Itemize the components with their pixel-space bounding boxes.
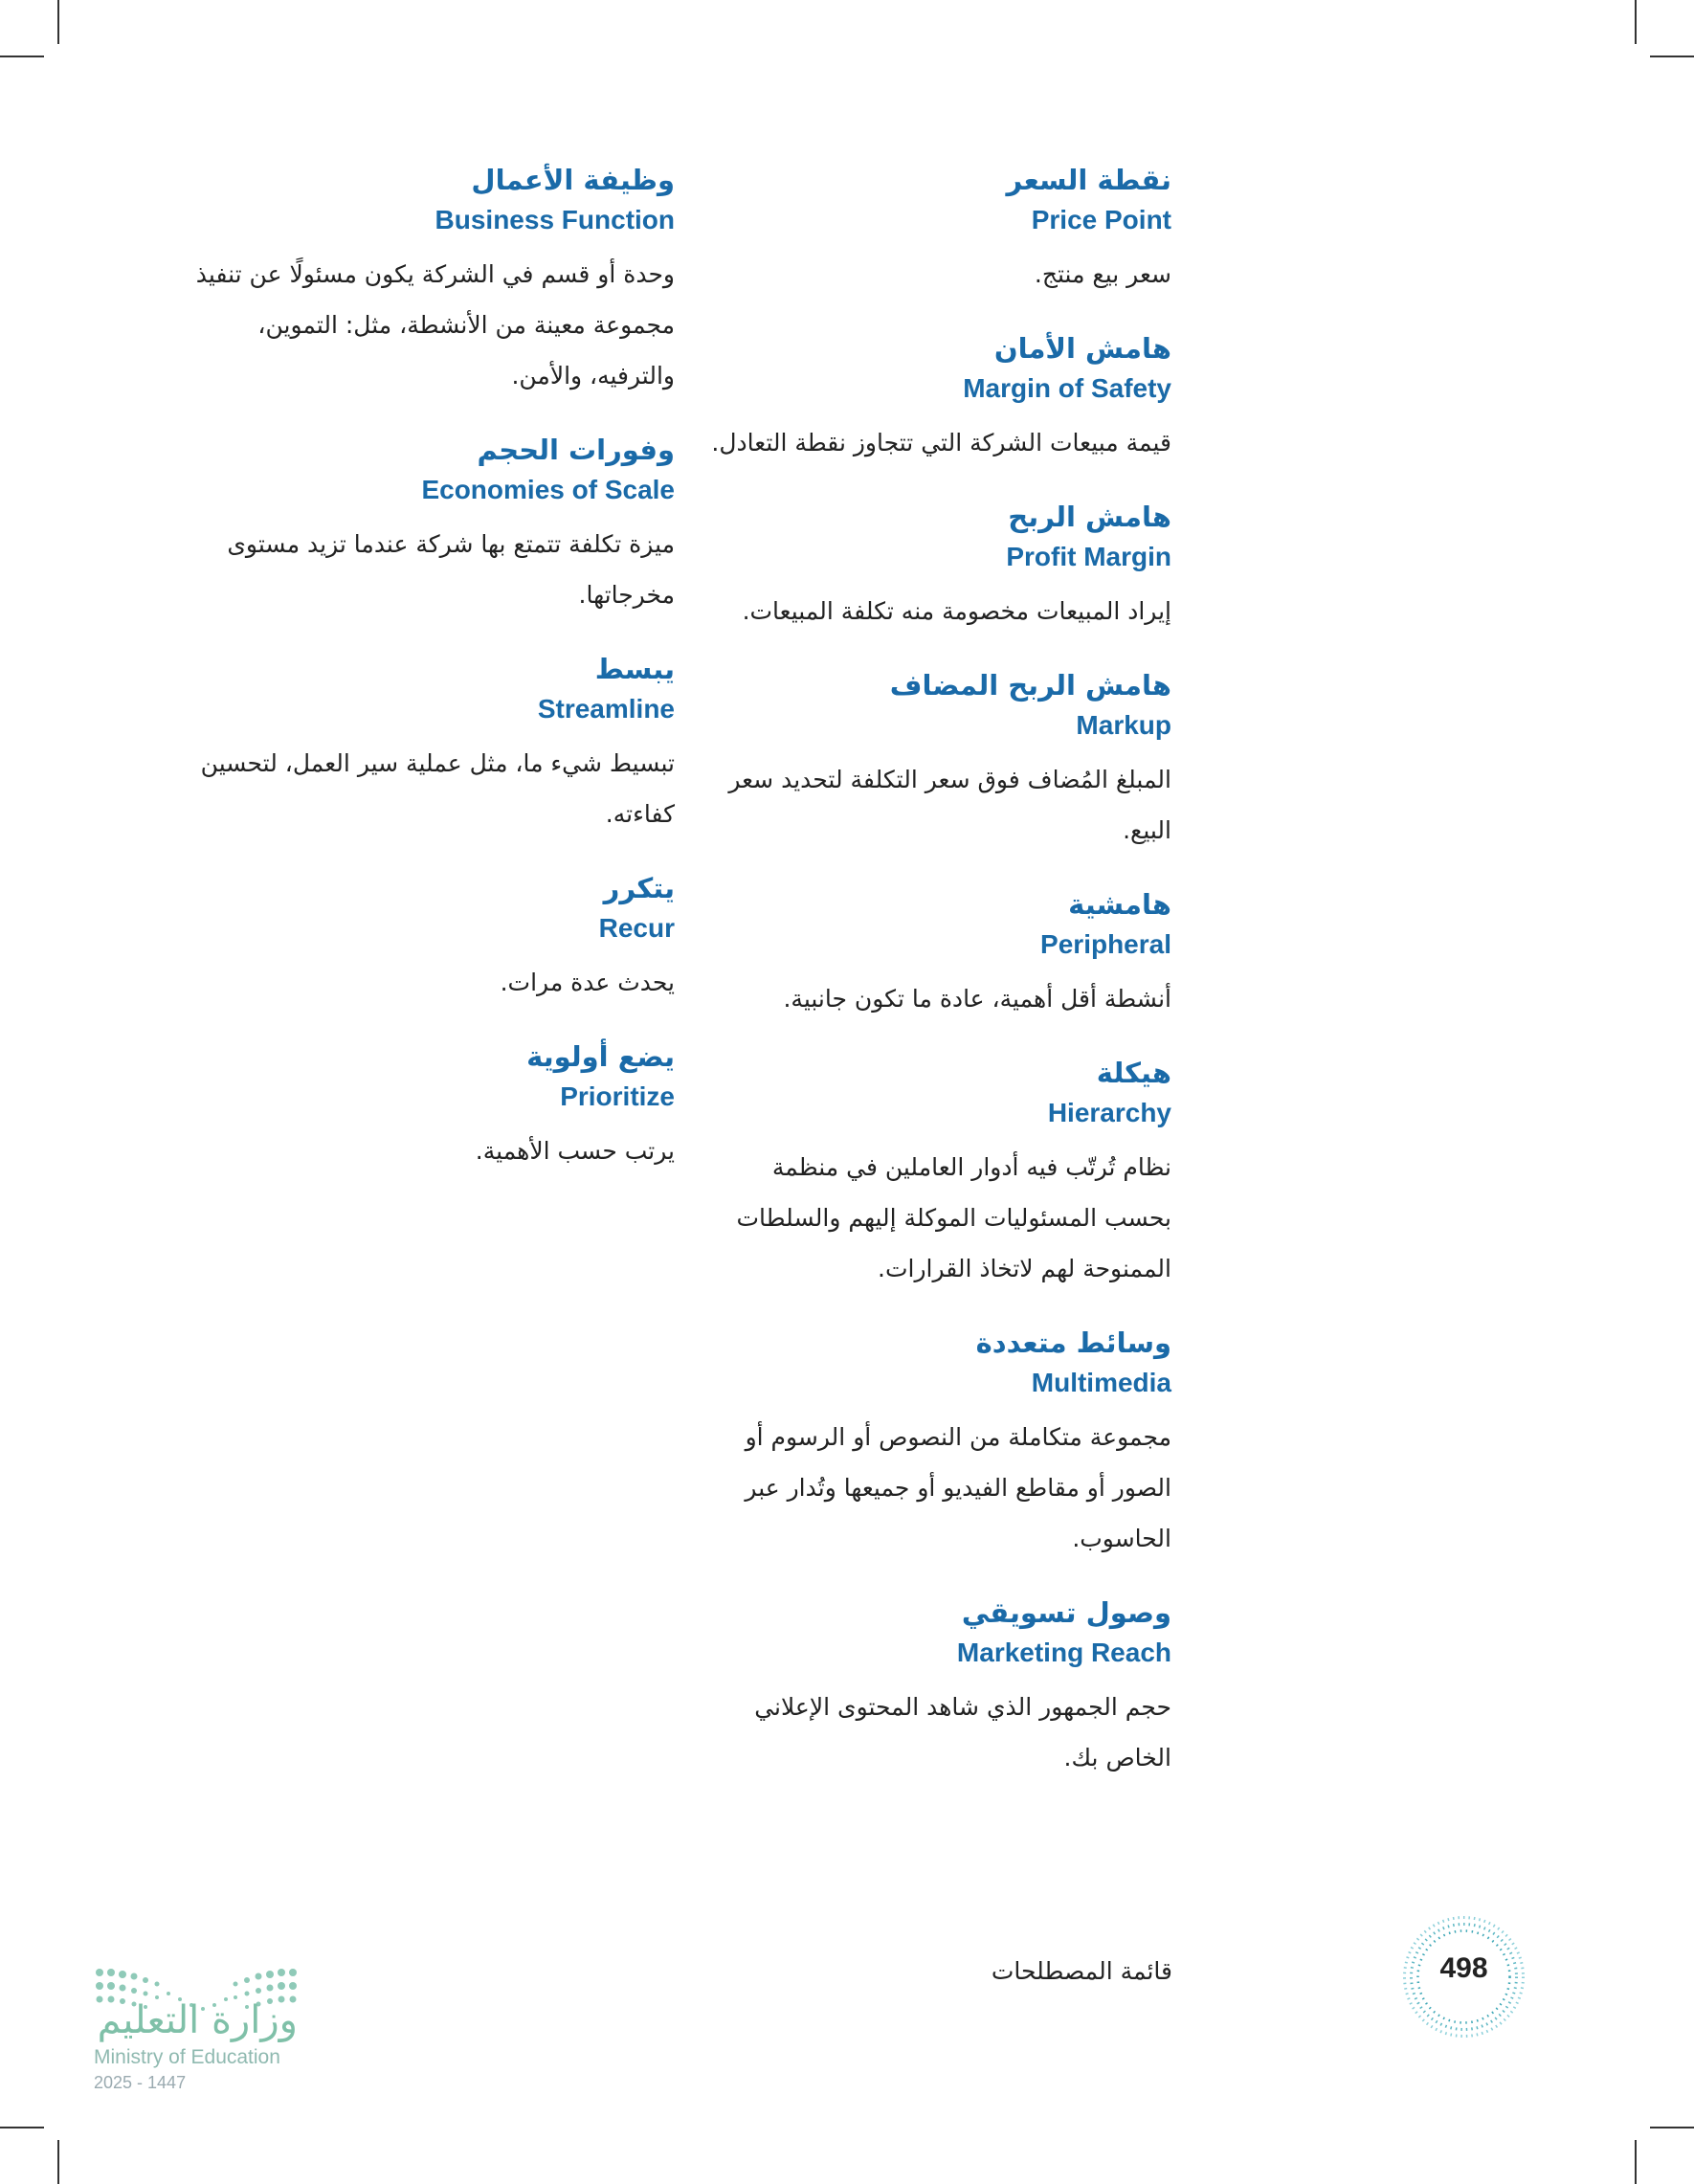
glossary-entry <box>699 1593 1171 1783</box>
term-arabic: نقطة السعر <box>1006 164 1171 196</box>
term-arabic: هامش الأمان <box>993 332 1171 365</box>
crop-mark <box>0 56 44 57</box>
term-definition: نظام تُرتّب فيه أدوار العاملين في منظمة بحسب المسئوليات الموكلة إليهم والسلطات الممنوحة لهم لاتخاذ القرارات. <box>736 1153 1171 1282</box>
term-definition: المبلغ المُضاف فوق سعر التكلفة لتحديد سعر البيع. <box>728 766 1171 844</box>
term-definition: سعر بيع منتج. <box>1034 260 1171 288</box>
term-arabic: يضع أولوية <box>526 1040 675 1073</box>
logo-arabic-text: وزارة التعليم <box>97 1998 298 2042</box>
term-english: Streamline <box>537 694 675 724</box>
term-definition: مجموعة متكاملة من النصوص أو الرسوم أو الصور أو مقاطع الفيديو أو جميعها وتُدار عبر الحاسوب. <box>745 1423 1171 1552</box>
term-definition: تبسيط شيء ما، مثل عملية سير العمل، لتحسين كفاءته. <box>200 749 675 828</box>
term-english: Price Point <box>1031 205 1171 234</box>
term-english: Profit Margin <box>1006 542 1171 571</box>
term-arabic: وصول تسويقي <box>961 1596 1171 1629</box>
term-arabic: وظيفة الأعمال <box>471 164 675 196</box>
term-arabic: يبسط <box>594 653 675 685</box>
logo-english-text: Ministry of Education <box>94 2046 280 2068</box>
term-definition: قيمة مبيعات الشركة التي تتجاوز نقطة التعادل. <box>711 429 1171 457</box>
term-english: Markup <box>1076 710 1171 740</box>
glossary-entry <box>191 431 675 620</box>
term-arabic: يتكرر <box>603 872 675 904</box>
term-definition: إيراد المبيعات مخصومة منه تكلفة المبيعات. <box>742 597 1171 625</box>
term-english: Prioritize <box>560 1081 675 1111</box>
term-english: Recur <box>598 913 675 943</box>
glossary-entry <box>699 666 1171 856</box>
crop-mark <box>1650 2127 1694 2128</box>
glossary-entry <box>191 1037 675 1176</box>
crop-mark <box>1635 0 1637 44</box>
glossary-entry <box>699 885 1171 1024</box>
term-arabic: هامشية <box>1068 888 1171 921</box>
term-arabic: وسائط متعددة <box>975 1326 1171 1359</box>
crop-mark <box>1650 56 1694 57</box>
term-arabic: هيكلة <box>1096 1057 1171 1089</box>
crop-mark <box>57 2140 59 2184</box>
glossary-entry <box>191 650 675 839</box>
term-arabic: هامش الربح <box>1008 501 1171 533</box>
term-arabic: هامش الربح المضاف <box>889 669 1171 702</box>
glossary-entry <box>191 869 675 1008</box>
term-english: Economies of Scale <box>421 475 675 504</box>
term-english: Marketing Reach <box>956 1638 1171 1667</box>
term-definition: يرتب حسب الأهمية. <box>475 1137 675 1165</box>
glossary-entry <box>191 161 675 401</box>
term-definition: حجم الجمهور الذي شاهد المحتوى الإعلاني الخاص بك. <box>754 1693 1171 1772</box>
glossary-column-right <box>699 161 1171 1813</box>
term-english: Business Function <box>435 205 675 234</box>
term-arabic: وفورات الحجم <box>477 434 675 466</box>
glossary-entry <box>699 498 1171 636</box>
page-number: 498 <box>1439 1952 1488 1984</box>
glossary-entry <box>699 1054 1171 1294</box>
glossary-entry <box>699 161 1171 300</box>
crop-mark <box>1635 2140 1637 2184</box>
glossary-entry <box>699 329 1171 468</box>
term-definition: وحدة أو قسم في الشركة يكون مسئولًا عن تنفيذ مجموعة معينة من الأنشطة، مثل: التموين، والترفيه، والأمن. <box>195 260 675 390</box>
term-definition: ميزة تكلفة تتمتع بها شركة عندما تزيد مستوى مخرجاتها. <box>227 530 675 609</box>
section-title: قائمة المصطلحات <box>991 1957 1172 1985</box>
term-english: Margin of Safety <box>963 373 1171 403</box>
glossary-entry <box>699 1324 1171 1564</box>
term-definition: أنشطة أقل أهمية، عادة ما تكون جانبية. <box>783 985 1171 1013</box>
term-english: Multimedia <box>1031 1368 1171 1397</box>
glossary-column-left <box>191 161 675 1206</box>
term-definition: يحدث عدة مرات. <box>500 969 675 996</box>
term-english: Peripheral <box>1040 929 1171 959</box>
crop-mark <box>0 2127 44 2128</box>
logo-year-text: 2025 - 1447 <box>94 2073 187 2092</box>
crop-mark <box>57 0 59 44</box>
term-english: Hierarchy <box>1047 1098 1171 1127</box>
